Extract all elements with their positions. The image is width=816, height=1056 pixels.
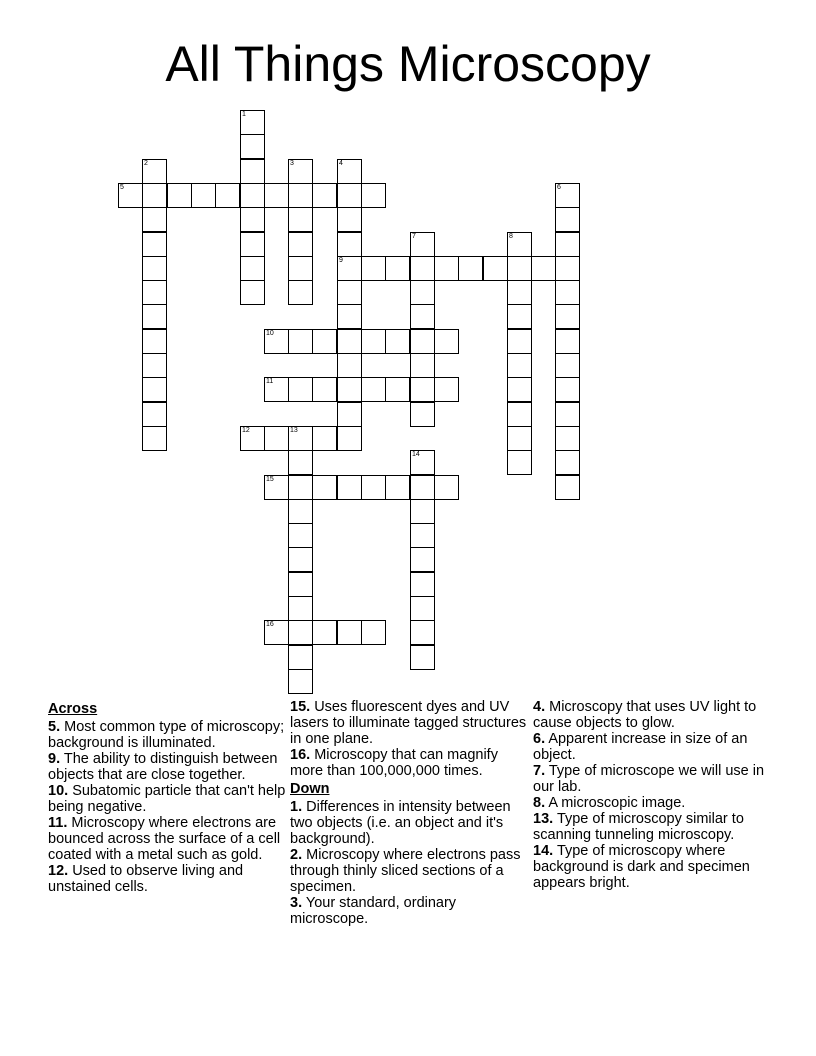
clue-number: 11.: [48, 815, 68, 831]
grid-cell[interactable]: [337, 232, 362, 257]
clue-text: Uses fluorescent dyes and UV lasers to illuminate tagged structures in one plane.: [290, 699, 527, 747]
grid-cell[interactable]: [288, 596, 313, 621]
grid-cell[interactable]: [385, 475, 410, 500]
grid-cell[interactable]: [288, 669, 313, 694]
clue-item: [48, 863, 286, 895]
clue-text: Differences in intensity between two objects (i.e. an object and it's background).: [290, 799, 511, 847]
grid-cell[interactable]: [361, 377, 386, 402]
clue-text: Microscopy that uses UV light to cause objects to glow.: [533, 699, 757, 731]
grid-cell[interactable]: [337, 183, 362, 208]
clue-number: 2.: [290, 847, 303, 863]
grid-cell[interactable]: [215, 183, 240, 208]
clue-item: [290, 847, 528, 895]
grid-cell[interactable]: [337, 402, 362, 427]
clue-number: 14.: [533, 843, 554, 859]
grid-cell[interactable]: [264, 620, 289, 645]
grid-cell[interactable]: [385, 377, 410, 402]
clue-number: 4.: [533, 699, 546, 715]
grid-cell[interactable]: [240, 426, 265, 451]
down-clue-list: [290, 799, 528, 927]
cell-number: 15: [266, 476, 274, 483]
grid-cell[interactable]: [288, 232, 313, 257]
grid-cell[interactable]: [337, 377, 362, 402]
grid-cell[interactable]: [507, 353, 532, 378]
cell-number: 6: [557, 184, 561, 191]
grid-cell[interactable]: [385, 329, 410, 354]
grid-cell[interactable]: [240, 232, 265, 257]
clue-text: The ability to distinguish between objects that are close together.: [48, 751, 278, 783]
clue-item: [533, 699, 771, 731]
grid-cell[interactable]: [507, 232, 532, 257]
grid-cell[interactable]: [264, 426, 289, 451]
grid-cell[interactable]: [240, 280, 265, 305]
grid-cell[interactable]: [410, 304, 435, 329]
grid-cell[interactable]: [361, 475, 386, 500]
grid-cell[interactable]: [312, 475, 337, 500]
grid-cell[interactable]: [555, 377, 580, 402]
grid-cell[interactable]: [288, 645, 313, 670]
grid-cell[interactable]: [337, 256, 362, 281]
cell-number: 1: [242, 111, 246, 118]
grid-cell[interactable]: [555, 232, 580, 257]
grid-cell[interactable]: [288, 280, 313, 305]
grid-cell[interactable]: [410, 547, 435, 572]
clue-number: 13.: [533, 811, 554, 827]
grid-cell[interactable]: [240, 134, 265, 159]
cell-number: 16: [266, 621, 274, 628]
grid-cell[interactable]: [337, 207, 362, 232]
clue-number: 7.: [533, 763, 546, 779]
clue-text: Apparent increase in size of an object.: [533, 731, 748, 763]
grid-cell[interactable]: [507, 304, 532, 329]
grid-cell[interactable]: [337, 353, 362, 378]
grid-cell[interactable]: [337, 329, 362, 354]
grid-cell[interactable]: [410, 280, 435, 305]
grid-cell[interactable]: [410, 256, 435, 281]
grid-cell[interactable]: [142, 304, 167, 329]
clue-text: Microscopy that can magnify more than 100,000,000 times.: [290, 747, 498, 779]
clue-number: 6.: [533, 731, 546, 747]
grid-cell[interactable]: [142, 353, 167, 378]
clue-number: 8.: [533, 795, 546, 811]
grid-cell[interactable]: [142, 377, 167, 402]
grid-cell[interactable]: [264, 475, 289, 500]
grid-cell[interactable]: [434, 475, 459, 500]
grid-cell[interactable]: [361, 256, 386, 281]
clue-item: [48, 815, 286, 863]
clue-text: Type of microscopy similar to scanning tunneling microscopy.: [533, 811, 744, 843]
grid-cell[interactable]: [288, 256, 313, 281]
clue-item: [48, 783, 286, 815]
grid-cell[interactable]: [312, 183, 337, 208]
grid-cell[interactable]: [288, 620, 313, 645]
grid-cell[interactable]: [507, 256, 532, 281]
grid-cell[interactable]: [288, 547, 313, 572]
grid-cell[interactable]: [361, 183, 386, 208]
grid-cell[interactable]: [288, 572, 313, 597]
grid-cell[interactable]: [288, 523, 313, 548]
grid-cell[interactable]: [410, 645, 435, 670]
grid-cell[interactable]: [337, 159, 362, 184]
clue-number: 12.: [48, 863, 69, 879]
clue-item: [533, 763, 771, 795]
clue-item: [290, 699, 528, 747]
clue-item: [48, 751, 286, 783]
grid-cell[interactable]: [507, 377, 532, 402]
grid-cell[interactable]: [288, 426, 313, 451]
cell-number: 14: [412, 451, 420, 458]
clue-text: Subatomic particle that can't help being negative.: [48, 783, 286, 815]
clue-number: 16.: [290, 747, 311, 763]
grid-cell[interactable]: [555, 207, 580, 232]
grid-cell[interactable]: [555, 183, 580, 208]
grid-cell[interactable]: [361, 329, 386, 354]
grid-cell[interactable]: [337, 620, 362, 645]
grid-cell[interactable]: [312, 377, 337, 402]
across-heading: Across: [48, 701, 98, 717]
grid-cell[interactable]: [264, 183, 289, 208]
cell-number: 8: [509, 233, 513, 240]
grid-cell[interactable]: [507, 426, 532, 451]
grid-cell[interactable]: [555, 426, 580, 451]
cell-number: 7: [412, 233, 416, 240]
grid-cell[interactable]: [337, 280, 362, 305]
clue-item: [533, 795, 771, 811]
clue-item: [290, 799, 528, 847]
grid-cell[interactable]: [361, 620, 386, 645]
clue-number: 10.: [48, 783, 69, 799]
grid-cell[interactable]: [264, 329, 289, 354]
grid-cell[interactable]: [288, 207, 313, 232]
grid-cell[interactable]: [555, 280, 580, 305]
clue-item: [533, 731, 771, 763]
clue-number: 3.: [290, 895, 303, 911]
grid-cell[interactable]: [240, 183, 265, 208]
clue-number: 15.: [290, 699, 311, 715]
clue-text: Most common type of microscopy; background is illuminated.: [48, 719, 285, 751]
grid-cell[interactable]: [410, 353, 435, 378]
grid-cell[interactable]: [434, 256, 459, 281]
grid-cell[interactable]: [507, 280, 532, 305]
grid-cell[interactable]: [410, 475, 435, 500]
grid-cell[interactable]: [385, 256, 410, 281]
puzzle-title: All Things Microscopy: [165, 36, 651, 92]
clues-column-2: [290, 699, 528, 927]
grid-cell[interactable]: [555, 475, 580, 500]
clue-text: Type of microscope we will use in our lab.: [533, 763, 765, 795]
cell-number: 11: [266, 378, 274, 385]
grid-cell[interactable]: [410, 402, 435, 427]
clue-number: 9.: [48, 751, 61, 767]
grid-cell[interactable]: [483, 256, 508, 281]
grid-cell[interactable]: [288, 475, 313, 500]
grid-cell[interactable]: [410, 499, 435, 524]
grid-cell[interactable]: [142, 207, 167, 232]
down-heading: Down: [290, 781, 330, 797]
grid-cell[interactable]: [142, 280, 167, 305]
grid-cell[interactable]: [555, 304, 580, 329]
grid-cell[interactable]: [410, 523, 435, 548]
grid-cell[interactable]: [142, 426, 167, 451]
grid-cell[interactable]: [288, 159, 313, 184]
grid-cell[interactable]: [410, 620, 435, 645]
grid-cell[interactable]: [531, 256, 556, 281]
across-clue-list: [48, 719, 286, 895]
grid-cell[interactable]: [142, 329, 167, 354]
clue-text: Microscopy where electrons are bounced across the surface of a cell coated with a metal such as gold.: [48, 815, 281, 863]
grid-cell[interactable]: [240, 110, 265, 135]
grid-cell[interactable]: [555, 450, 580, 475]
grid-cell[interactable]: [458, 256, 483, 281]
grid-cell[interactable]: [142, 402, 167, 427]
grid-cell[interactable]: [264, 377, 289, 402]
grid-cell[interactable]: [507, 450, 532, 475]
grid-cell[interactable]: [410, 232, 435, 257]
cell-number: 5: [120, 184, 124, 191]
clue-text: Used to observe living and unstained cells.: [48, 863, 244, 895]
clues-column-1: [48, 699, 286, 895]
grid-cell[interactable]: [142, 256, 167, 281]
clue-item: [290, 895, 528, 927]
clue-text: Type of microscopy where background is dark and specimen appears bright.: [533, 843, 750, 891]
cell-number: 9: [339, 257, 343, 264]
grid-cell[interactable]: [434, 377, 459, 402]
grid-cell[interactable]: [410, 572, 435, 597]
grid-cell[interactable]: [555, 256, 580, 281]
clue-item: [533, 811, 771, 843]
grid-cell[interactable]: [312, 426, 337, 451]
grid-cell[interactable]: [337, 304, 362, 329]
cell-number: 10: [266, 330, 274, 337]
grid-cell[interactable]: [555, 329, 580, 354]
grid-cell[interactable]: [555, 402, 580, 427]
grid-cell[interactable]: [337, 426, 362, 451]
grid-cell[interactable]: [240, 207, 265, 232]
grid-cell[interactable]: [142, 183, 167, 208]
clues-column-3: [533, 699, 771, 891]
grid-cell[interactable]: [142, 232, 167, 257]
cell-number: 2: [144, 160, 148, 167]
grid-cell[interactable]: [288, 183, 313, 208]
down-clue-list-continued: [533, 699, 771, 891]
grid-cell[interactable]: [288, 377, 313, 402]
grid-cell[interactable]: [288, 450, 313, 475]
grid-cell[interactable]: [288, 329, 313, 354]
grid-cell[interactable]: [410, 377, 435, 402]
clue-text: Microscopy where electrons pass through thinly sliced sections of a specimen.: [290, 847, 521, 895]
clue-text: A microscopic image.: [545, 795, 686, 811]
grid-cell[interactable]: [507, 329, 532, 354]
grid-cell[interactable]: [434, 329, 459, 354]
grid-cell[interactable]: [167, 183, 192, 208]
grid-cell[interactable]: [337, 475, 362, 500]
grid-cell[interactable]: [240, 159, 265, 184]
clue-item: [290, 747, 528, 779]
grid-cell[interactable]: [410, 596, 435, 621]
grid-cell[interactable]: [507, 402, 532, 427]
clue-number: 5.: [48, 719, 61, 735]
grid-cell[interactable]: [118, 183, 143, 208]
cell-number: 12: [242, 427, 250, 434]
clue-number: 1.: [290, 799, 303, 815]
across-clue-list-continued: [290, 699, 528, 779]
grid-cell[interactable]: [288, 499, 313, 524]
grid-cell[interactable]: [240, 256, 265, 281]
grid-cell[interactable]: [142, 159, 167, 184]
clue-text: Your standard, ordinary microscope.: [290, 895, 457, 927]
clue-item: [533, 843, 771, 891]
grid-cell[interactable]: [555, 353, 580, 378]
clue-item: [48, 719, 286, 751]
cell-number: 13: [290, 427, 298, 434]
grid-cell[interactable]: [191, 183, 216, 208]
grid-cell[interactable]: [410, 450, 435, 475]
cell-number: 4: [339, 160, 343, 167]
grid-cell[interactable]: [312, 620, 337, 645]
grid-cell[interactable]: [312, 329, 337, 354]
grid-cell[interactable]: [410, 329, 435, 354]
cell-number: 3: [290, 160, 294, 167]
